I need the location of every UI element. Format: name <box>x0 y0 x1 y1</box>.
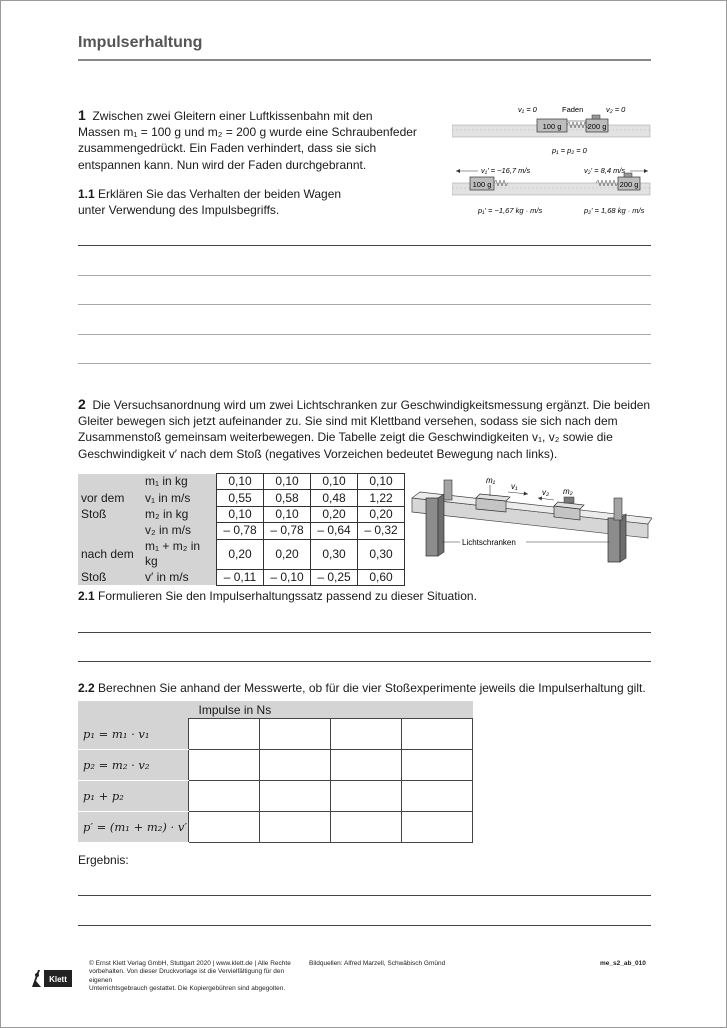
fig1-mass1-top: 100 g <box>542 122 562 131</box>
task1-line-1: Zwischen zwei Gleitern einer Luftkissenbahn mit den <box>92 109 373 123</box>
fig1-v2-after: v₂' = 8,4 m/s <box>584 166 626 175</box>
task1-number: 1 <box>78 107 86 123</box>
task1-1-line-2: unter Verwendung des Impulsbegriffs. <box>78 203 280 218</box>
table-cell: 0,10 <box>217 474 264 490</box>
group-after-1: nach dem <box>78 539 142 569</box>
table-cell: 0,20 <box>311 506 358 522</box>
table-cell: – 0,78 <box>264 523 311 539</box>
formula-p2: p₂ = m₂ · v₂ <box>78 749 189 780</box>
fig1-mass2-top: 200 g <box>587 122 607 131</box>
fig2-lichtschranken: Lichtschranken <box>462 538 516 547</box>
table-row <box>78 780 473 811</box>
row-label: v′ in m/s <box>142 569 217 585</box>
answer-cell[interactable] <box>402 719 473 750</box>
result-label: Ergebnis: <box>78 853 129 867</box>
light-barrier-figure <box>408 470 652 570</box>
footer-line: © Ernst Klett Verlag GmbH, Stuttgart 2020 | www.klett.de | Alle Rechte <box>89 960 291 967</box>
answer-line[interactable] <box>78 661 651 662</box>
answer-cell[interactable] <box>189 749 260 780</box>
answer-cell[interactable] <box>402 811 473 842</box>
answer-line[interactable] <box>78 363 651 364</box>
answer-cell[interactable] <box>189 811 260 842</box>
task2-2-number: 2.2 <box>78 681 95 695</box>
answer-cell[interactable] <box>260 749 331 780</box>
answer-cell[interactable] <box>189 719 260 750</box>
table-cell: – 0,64 <box>311 523 358 539</box>
row-label: v₂ in m/s <box>142 523 217 539</box>
table-row <box>78 719 473 750</box>
fig2-v2: v₂ <box>542 488 550 497</box>
row-label: m₁ in kg <box>142 474 217 490</box>
table-row <box>78 811 473 842</box>
answer-cell[interactable] <box>331 719 402 750</box>
row-label: m₁ + m₂ in kg <box>142 539 217 569</box>
task2-line-4: Geschwindigkeit v′ nach dem Stoß (negatives Vorzeichen bedeutet Bewegung nach links). <box>78 446 558 461</box>
table-cell: 0,10 <box>217 506 264 522</box>
table-row <box>78 701 473 719</box>
task2-line-2: Gleiter bewegen sich jetzt aufeinander zu. Sie sind mit Klettband versehen, sodass sie sich nach dem <box>78 414 618 429</box>
task2-1-question: Formulieren Sie den Impulserhaltungssatz passend zu dieser Situation. <box>98 589 477 603</box>
answer-cell[interactable] <box>189 780 260 811</box>
table-row <box>78 539 405 569</box>
task1-line-3: zusammengedrückt. Ein Faden verhindert, dass sie sich <box>78 141 377 156</box>
table-row <box>78 749 473 780</box>
answer-line[interactable] <box>78 632 651 633</box>
answer-cell[interactable] <box>260 780 331 811</box>
table-cell: 0,10 <box>264 506 311 522</box>
table-row <box>78 523 405 539</box>
row-label: m₂ in kg <box>142 506 217 522</box>
fig1-p1-after: p₁' = −1,67 kg · m/s <box>478 206 543 215</box>
table-cell: 1,22 <box>358 490 405 506</box>
answer-cell[interactable] <box>331 780 402 811</box>
table-cell: 0,58 <box>264 490 311 506</box>
impulse-table-header: Impulse in Ns <box>189 701 473 719</box>
impulse-table <box>78 701 473 843</box>
task2-1-text <box>78 588 653 604</box>
task2-2-text <box>78 680 653 696</box>
fig1-p-before: p₁ = p₂ = 0 <box>552 146 587 155</box>
klett-logo-text: Klett <box>49 975 67 984</box>
answer-line[interactable] <box>78 245 651 246</box>
table-cell: 0,20 <box>264 539 311 569</box>
page-title: Impulserhaltung <box>78 34 203 51</box>
fig1-v1-before: v₁ = 0 <box>518 105 537 114</box>
answer-cell[interactable] <box>260 719 331 750</box>
task1-line-2: Massen m₁ = 100 g und m₂ = 200 g wurde eine Schraubenfeder <box>78 125 417 140</box>
task1-1-text <box>78 186 423 218</box>
fig2-m1: m₁ <box>486 476 496 485</box>
footer-credits: Bildquellen: Alfred Marzell, Schwäbisch Gmünd <box>309 960 446 967</box>
fig1-mass1-bottom: 100 g <box>472 180 492 189</box>
air-track-figure <box>452 103 652 221</box>
answer-line[interactable] <box>78 925 651 926</box>
task2-1-number: 2.1 <box>78 589 95 603</box>
answer-cell[interactable] <box>331 811 402 842</box>
fig1-v2-before: v₂ = 0 <box>606 105 626 114</box>
table-row <box>78 490 405 506</box>
fig1-mass2-bottom: 200 g <box>619 180 639 189</box>
footer-line: vorbehalten. Von dieser Druckvorlage ist die Vervielfältigung für den eigenen <box>89 968 285 984</box>
table-cell: 0,48 <box>311 490 358 506</box>
table-cell: 0,30 <box>358 539 405 569</box>
table-row <box>78 569 405 585</box>
answer-line[interactable] <box>78 304 651 305</box>
task2-line-3: Zusammenstoß gemeinsam weiterbewegen. Die Tabelle zeigt die Geschwindigkeiten v₁, v₂ sowie die <box>78 430 613 445</box>
answer-line[interactable] <box>78 334 651 335</box>
table-cell: 0,20 <box>358 506 405 522</box>
group-before-1: vor dem <box>78 490 142 506</box>
table-cell: 0,10 <box>264 474 311 490</box>
answer-line[interactable] <box>78 895 651 896</box>
klett-logo <box>29 967 73 989</box>
formula-sum: p₁ + p₂ <box>78 780 189 811</box>
answer-cell[interactable] <box>260 811 331 842</box>
fig2-m2: m₂ <box>563 487 573 496</box>
footer-copyright <box>89 960 304 994</box>
table-cell: 0,30 <box>311 539 358 569</box>
answer-line[interactable] <box>78 275 651 276</box>
task1-1-line-1: Erklären Sie das Verhalten der beiden Wagen <box>98 187 342 201</box>
klett-logo-icon <box>29 967 73 989</box>
document-code: me_s2_ab_010 <box>600 960 646 967</box>
table-cell: 0,10 <box>311 474 358 490</box>
table-cell: 0,55 <box>217 490 264 506</box>
fig1-p2-after: p₂' = 1,68 kg · m/s <box>584 206 645 215</box>
measurement-table <box>78 473 405 586</box>
table-cell: – 0,25 <box>311 569 358 585</box>
table-row <box>78 506 405 522</box>
formula-p-after: p′ = (m₁ + m₂) · v′ <box>78 811 189 842</box>
fig2-v1: v₁ <box>511 482 518 491</box>
task2-number: 2 <box>78 396 86 412</box>
task2-2-question: Berechnen Sie anhand der Messwerte, ob für die vier Stoßexperimente jeweils die Impulserhaltung gilt. <box>98 681 646 695</box>
table-cell: – 0,10 <box>264 569 311 585</box>
table-cell: 0,20 <box>217 539 264 569</box>
table-cell: – 0,11 <box>217 569 264 585</box>
row-label: v₁ in m/s <box>142 490 217 506</box>
fig1-v1-after: v₁' = −16,7 m/s <box>481 166 531 175</box>
task1-line-4: entspannen kann. Nun wird der Faden durchgebrannt. <box>78 157 367 172</box>
table-row <box>78 474 405 490</box>
formula-p1: p₁ = m₁ · v₁ <box>78 719 189 750</box>
answer-cell[interactable] <box>331 749 402 780</box>
answer-cell[interactable] <box>402 749 473 780</box>
task2-text <box>78 396 653 462</box>
task1-1-number: 1.1 <box>78 187 95 201</box>
fig1-faden: Faden <box>562 105 584 114</box>
group-before-2: Stoß <box>78 506 142 522</box>
answer-cell[interactable] <box>402 780 473 811</box>
table-cell: 0,60 <box>358 569 405 585</box>
task2-line-1: Die Versuchsanordnung wird um zwei Lichtschranken zur Geschwindigkeitsmessung ergänzt. Die beiden <box>92 398 651 412</box>
group-after-2: Stoß <box>78 569 142 585</box>
table-cell: – 0,78 <box>217 523 264 539</box>
footer-line: Unterrichtsgebrauch gestattet. Die Kopiergebühren sind abgegolten. <box>89 985 286 993</box>
table-cell: – 0,32 <box>358 523 405 539</box>
task1-text <box>78 107 423 173</box>
table-cell: 0,10 <box>358 474 405 490</box>
title-rule <box>78 59 651 61</box>
